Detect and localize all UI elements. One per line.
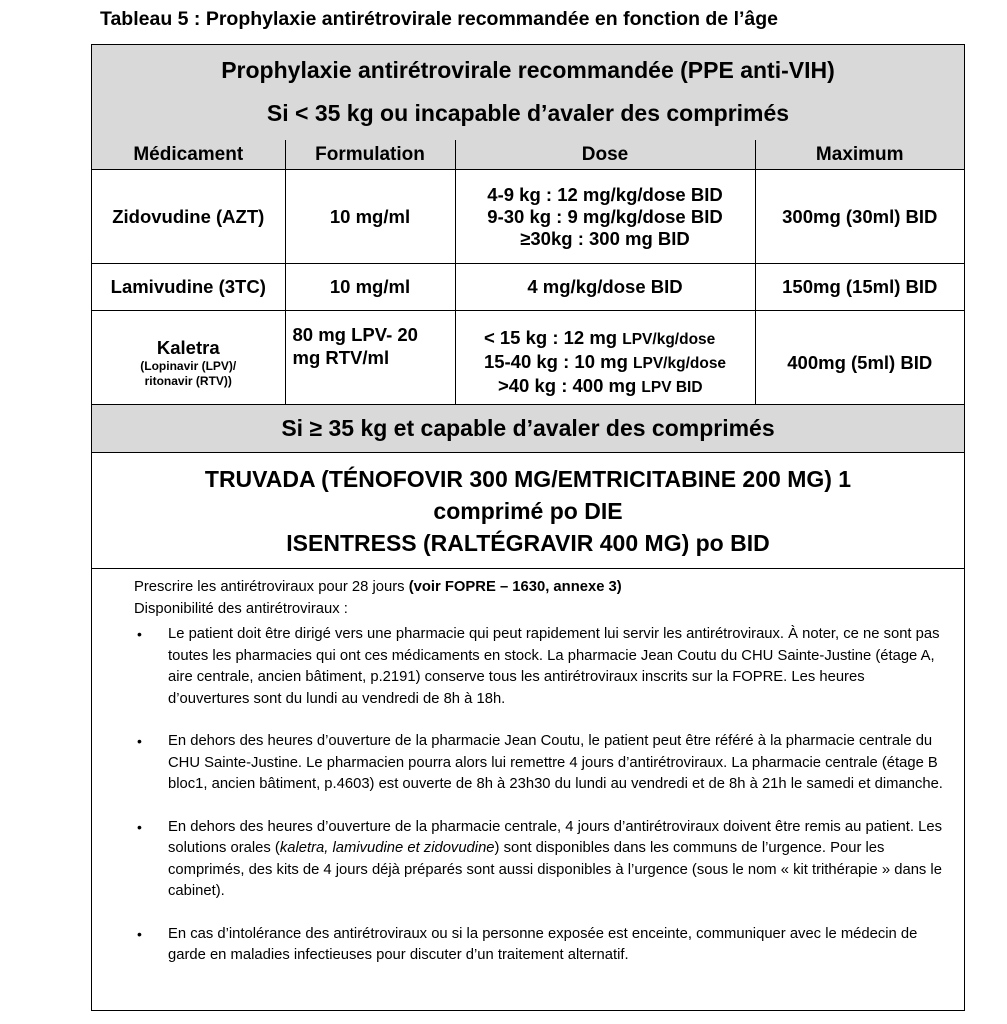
dose-line: 9-30 kg : 9 mg/kg/dose BID [487, 205, 723, 227]
formulation-line: mg RTV/ml [292, 347, 390, 368]
maximum-dose: 400mg (5ml) BID [755, 311, 964, 416]
drug-name-main: Kaletra [156, 337, 220, 358]
dose-table [92, 140, 964, 416]
dose-line: >40 kg : 400 mg LPV BID [497, 375, 703, 396]
dose-cell: 4 mg/kg/dose BID [455, 264, 755, 311]
formulation: 10 mg/ml [285, 264, 455, 311]
regimen-block [92, 453, 964, 569]
regimen-line: ISENTRESS (RALTÉGRAVIR 400 MG) po BID [286, 530, 770, 556]
list-item: • En cas d’intolérance des antirétroviraux ou si la personne exposée est enceinte, communiquer avec le médecin de garde en maladies infectieuses pour discuter d’un traitement alternatif. [137, 925, 918, 963]
drug-name-detail: ritonavir (RTV)) [144, 374, 232, 388]
section-heading: Si ≥ 35 kg et capable d’avaler des comprimés [92, 404, 964, 453]
dose-line: 15-40 kg : 10 mg LPV/kg/dose [483, 351, 727, 372]
column-header-formulation: Formulation [285, 140, 455, 170]
dose-cell [455, 311, 755, 416]
dose-line: < 15 kg : 12 mg LPV/kg/dose [483, 327, 716, 348]
header-condition: Si < 35 kg ou incapable d’avaler des comprimés [266, 100, 790, 126]
column-header-medicament: Médicament [92, 140, 285, 170]
drug-name [92, 311, 285, 416]
header-title: Prophylaxie antirétrovirale recommandée (PPE anti-VIH) [221, 57, 835, 83]
prescription-note: Prescrire les antirétroviraux pour 28 jours (voir FOPRE – 1630, annexe 3) [134, 579, 622, 595]
prophylaxis-table-frame [91, 44, 965, 1011]
formulation-line: 80 mg LPV- 20 [292, 324, 418, 345]
bullet-icon: • [137, 733, 142, 749]
bullet-icon: • [137, 925, 142, 942]
availability-list [134, 624, 949, 967]
availability-heading: Disponibilité des antirétroviraux : [134, 600, 348, 617]
table-caption: Tableau 5 : Prophylaxie antirétrovirale recommandée en fonction de l’âge [100, 8, 779, 30]
drug-name-detail: (Lopinavir (LPV)/ [140, 359, 237, 373]
dose-cell [455, 170, 755, 264]
maximum-dose: 150mg (15ml) BID [755, 264, 964, 311]
column-header-maximum: Maximum [755, 140, 964, 170]
maximum-dose: 300mg (30ml) BID [755, 170, 964, 264]
table-row [92, 170, 964, 264]
notes-section [134, 577, 949, 988]
bullet-icon: • [137, 626, 142, 642]
dose-table-header-row [92, 140, 964, 170]
dose-line: ≥30kg : 300 mg BID [520, 227, 690, 249]
fopre-reference: (voir FOPRE – 1630, annexe 3) [408, 579, 622, 595]
column-header-dose: Dose [455, 140, 755, 170]
dose-line: 4-9 kg : 12 mg/kg/dose BID [487, 183, 723, 205]
drug-name: Zidovudine (AZT) [92, 170, 285, 264]
formulation: 10 mg/ml [285, 170, 455, 264]
regimen-line: TRUVADA (TÉNOFOVIR 300 MG/EMTRICITABINE 200 MG) 1 [204, 466, 852, 492]
formulation [285, 311, 455, 416]
list-item: • En dehors des heures d’ouverture de la pharmacie Jean Coutu, le patient peut être référé à la pharmacie centrale du CHU Sainte-Justine. Le pharmacien pourra alors lui remettre 4 jours d’antirétroviraux. La pharmacie centrale (étage B bloc1, ancien bâtiment, p.4603) est ouverte de 8h à 23h30 du lundi au vendredi et de 8h à 21h le samedi et dimanche. [137, 733, 943, 792]
regimen-line: comprimé po DIE [433, 498, 623, 524]
bullet-icon: • [137, 818, 142, 835]
drug-name: Lamivudine (3TC) [92, 264, 285, 311]
table-header [92, 45, 964, 141]
list-item: • En dehors des heures d’ouverture de la pharmacie centrale, 4 jours d’antirétroviraux doivent être remis au patient. Les solutions orales (kaletra, lamivudine et zidovudine) sont disponibles dans les communs de l’urgence. Pour les comprimés, des kits de 4 jours déjà préparés sont aussi disponibles à l’urgence (sous le nom « kit trithérapie » dans le cabinet). [137, 818, 942, 899]
list-item: • Le patient doit être dirigé vers une pharmacie qui peut rapidement lui servir les antirétroviraux. À noter, ce ne sont pas toutes les pharmacies qui ont ces médicaments en stock. La pharmacie Jean Coutu du CHU Sainte-Justine (étage A, aire centrale, ancien bâtiment, p.2191) conserve tous les antirétroviraux inscrits sur la FOPRE. Les heures d’ouvertures sont du lundi au vendredi de 8h à 18h. [137, 626, 940, 707]
table-row [92, 311, 964, 416]
table-row [92, 264, 964, 311]
